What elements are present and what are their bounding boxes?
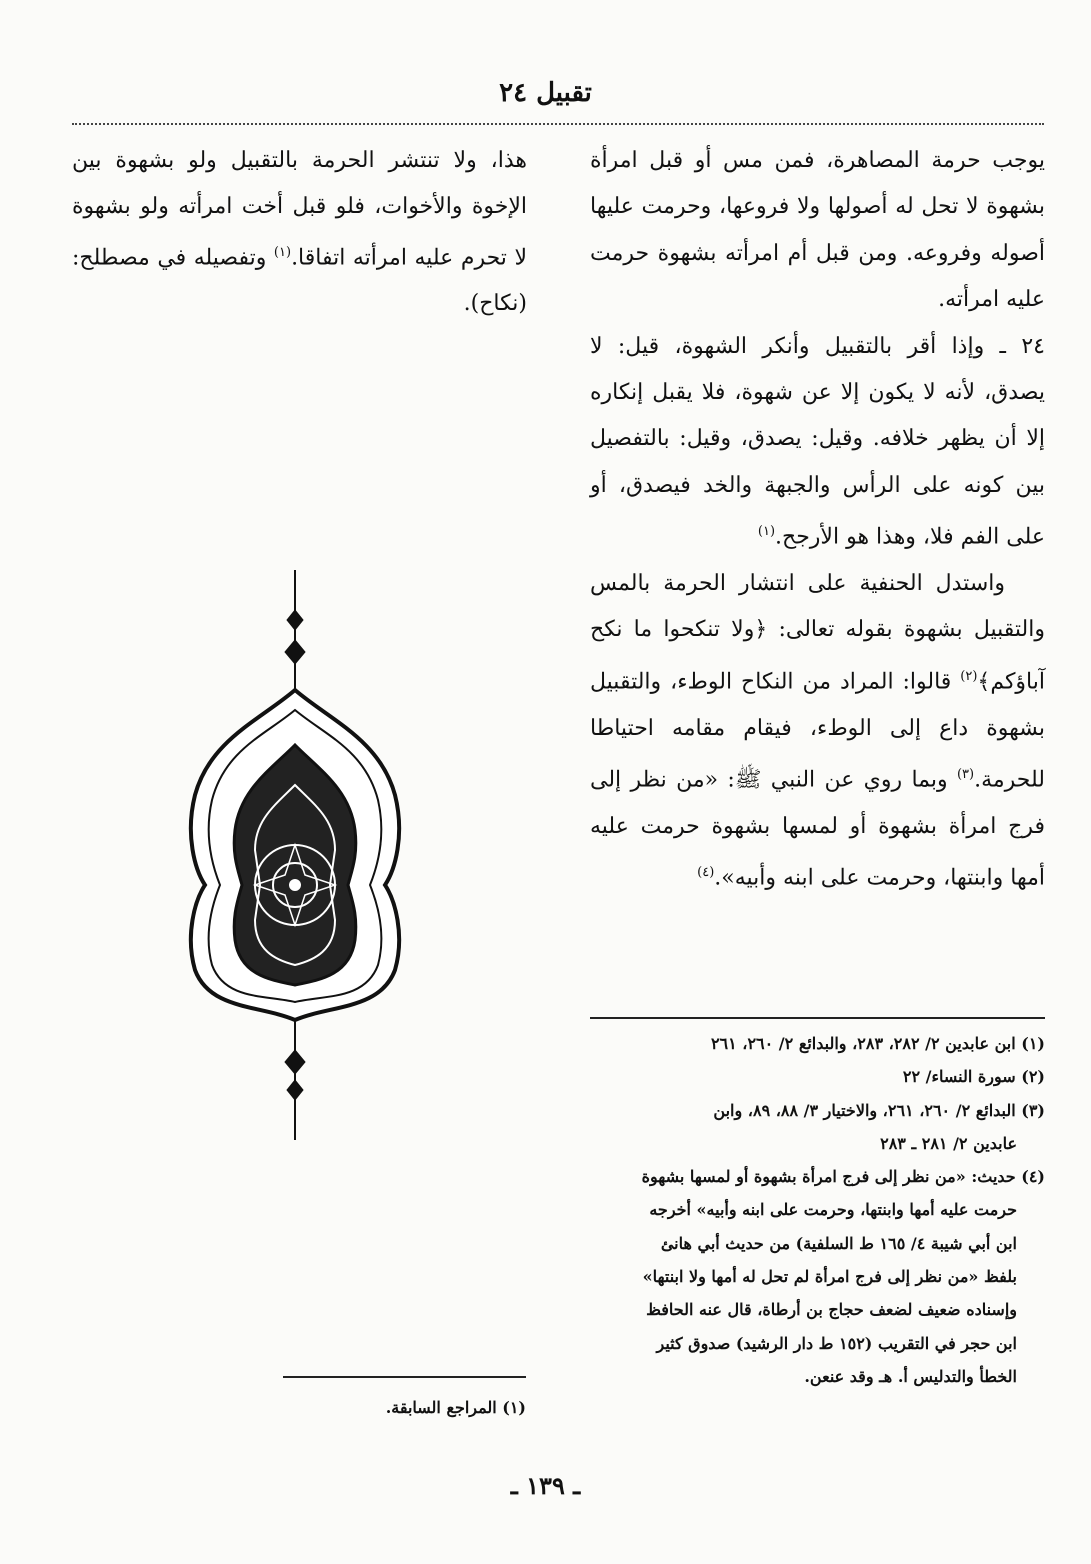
footnote-continuation: حرمت عليه أمها وابنتها، وحرمت على ابنه وأبيه» أخرجه — [649, 1200, 1017, 1220]
footnote-continuation: وإسناده ضعيف لضعف حجاج بن أرطاة، قال عنه الحافظ — [646, 1300, 1017, 1320]
paragraph: واستدل الحنفية على انتشار الحرمة بالمس والتقبيل بشهوة بقوله تعالى: ﴿ولا تنكحوا ما نكح آباؤكم﴾$^{(٢)}$ قالوا: المراد من النكاح الوطء، والتقبيل بشهوة داع إلى الوطء، فيقام مقامه احتياطا للحرمة.$^{(٣)}$ وبما روي عن النبي ﷺ: «من نظر إلى فرج امرأة بشهوة أو لمسها بشهوة حرمت عليه أمها وابنتها، وحرمت على ابنه وأبيه».$^{(٤)}$ — [590, 570, 1045, 891]
footnote-mark: (٤) — [697, 865, 715, 881]
footnote: (٣) البدائع ٢/ ٢٦٠، ٢٦١، والاختيار ٣/ ٨٨، ٨٩، وابن — [713, 1100, 1045, 1120]
footnote: (١) المراجع السابقة. — [385, 1398, 526, 1417]
page-title: تقبيل ٢٤ — [499, 78, 592, 108]
paragraph-24: ٢٤ ـ وإذا أقر بالتقبيل وأنكر الشهوة، قيل: لا يصدق، لأنه لا يكون إلا عن شهوة، فلا يقبل إنكاره إلا أن يظهر خلافه. وقيل: يصدق، وقيل: بالتفصيل بين كونه على الرأس والجبهة والخد فيصدق، أو على الفم فلا، وهذا هو الأرجح.$^{(١)}$ — [590, 333, 1045, 550]
footnotes-right — [590, 1027, 1045, 1393]
paragraph: هذا، ولا تنتشر الحرمة بالتقبيل ولو بشهوة بين الإخوة والأخوات، فلو قبل أخت امرأته ولو بشهوة لا تحرم عليه امرأته اتفاقا.$^{(١)}$ وتفصيله في مصطلح: (نكاح). — [72, 148, 527, 317]
footnote-separator — [590, 1017, 1045, 1019]
paragraph: يوجب حرمة المصاهرة، فمن مس أو قبل امرأة بشهوة لا تحل له أصولها ولا فروعها، وحرمت عليها أصوله وفروعه. ومن قبل أم امرأته بشهوة حرمت عليه امرأته. — [590, 148, 1045, 313]
footnote-mark: (٣) — [956, 766, 975, 782]
header-dotted-rule — [72, 123, 1044, 125]
right-column — [590, 138, 1045, 902]
footnote-continuation: ابن حجر في التقريب (١٥٢ ط دار الرشيد) صدوق كثير — [656, 1333, 1017, 1353]
footnote-mark: (١) — [273, 245, 292, 260]
footnote: (٤) حديث: «من نظر إلى فرج امرأة بشهوة أو لمسها بشهوة — [641, 1167, 1045, 1187]
footnote-continuation: ابن أبي شيبة ٤/ ١٦٥ ط السلفية) من حديث أبي هانئ — [660, 1233, 1017, 1253]
left-column — [72, 138, 527, 327]
footnote-continuation: عابدين ٢/ ٢٨١ ـ ٢٨٣ — [880, 1133, 1017, 1153]
arabesque-ornament-icon — [180, 570, 410, 1140]
footnote-mark: (٢) — [960, 668, 978, 684]
footnote-continuation: الخطأ والتدليس أ. هـ وقد عنعن. — [804, 1366, 1017, 1386]
footnote: (١) ابن عابدين ٢/ ٢٨٢، ٢٨٣، والبدائع ٢/ ٢٦٠، ٢٦١ — [710, 1034, 1045, 1053]
footnote-continuation: بلفظ «من نظر إلى فرج امرأة لم تحل له أمها ولا ابنتها» — [642, 1267, 1017, 1287]
footnote-mark: (١) — [757, 524, 776, 540]
page-number: ـ ١٣٩ ـ — [510, 1471, 581, 1500]
footnote: (٢) سورة النساء/ ٢٢ — [902, 1067, 1045, 1087]
footnote-separator — [283, 1376, 526, 1378]
